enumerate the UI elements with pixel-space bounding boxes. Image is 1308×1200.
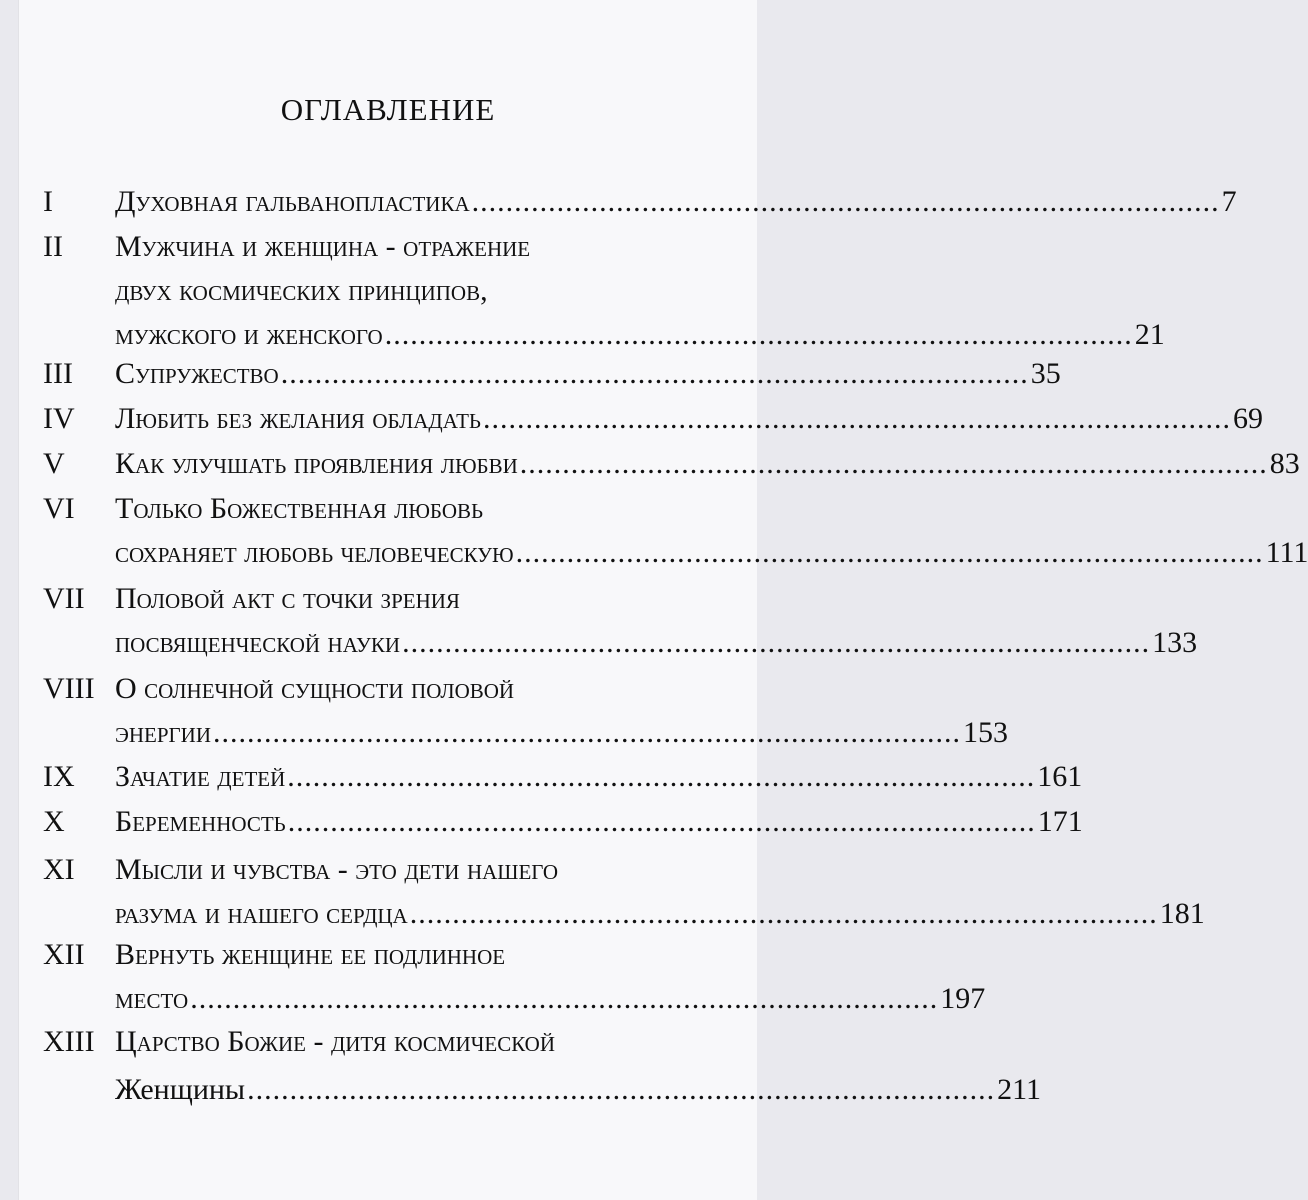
page-number: 211 xyxy=(997,1073,1041,1106)
leader-dots: ........................................................................................ xyxy=(287,760,1036,793)
book-page xyxy=(18,0,1308,1200)
page-number: 111 xyxy=(1265,536,1308,569)
chapter-title-line: Супружество xyxy=(115,357,279,390)
chapter-title-line: двух космических принципов, xyxy=(115,274,488,307)
page-number: 171 xyxy=(1037,805,1083,838)
chapter-title-line: мужского и женского xyxy=(115,318,383,351)
chapter-title-line: Только Божественная любовь xyxy=(115,492,484,525)
page-number: 83 xyxy=(1269,447,1300,480)
leader-dots: ........................................................................................ xyxy=(384,318,1133,351)
page-number: 35 xyxy=(1030,357,1061,390)
chapter-title-line: энергии xyxy=(115,716,212,749)
chapter-title-line: Зачатие детей xyxy=(115,760,286,793)
toc-heading: ОГЛАВЛЕНИЕ xyxy=(280,92,496,127)
chapter-number: I xyxy=(43,185,53,218)
leader-dots: ........................................................................................ xyxy=(471,185,1220,218)
chapter-title-line: Как улучшать проявления любви xyxy=(115,447,518,480)
chapter-title-line: Женщины xyxy=(115,1073,246,1106)
chapter-title-line: О солнечной сущности половой xyxy=(115,672,515,705)
page-number: 133 xyxy=(1152,626,1198,659)
leader-dots: ........................................................................................ xyxy=(190,982,939,1015)
leader-dots: ........................................................................................ xyxy=(280,357,1029,390)
chapter-title-line: Любить без желания обладать xyxy=(115,402,481,435)
chapter-number: V xyxy=(43,447,65,480)
chapter-number: II xyxy=(43,230,63,263)
chapter-title-line: Духовная гальванопластика xyxy=(115,185,470,218)
leader-dots: ........................................................................................ xyxy=(287,805,1036,838)
leader-dots: ........................................................................................ xyxy=(409,897,1158,930)
chapter-number: XIII xyxy=(43,1025,95,1058)
leader-dots: ........................................................................................ xyxy=(247,1073,996,1106)
page-number: 197 xyxy=(940,982,986,1015)
chapter-number: XI xyxy=(43,853,75,886)
chapter-number: X xyxy=(43,805,65,838)
chapter-number: IX xyxy=(43,760,75,793)
chapter-title-line: Мужчина и женщина - отражение xyxy=(115,230,531,263)
chapter-title-line: сохраняет любовь человеческую xyxy=(115,536,514,569)
page-number: 181 xyxy=(1159,897,1205,930)
leader-dots: ........................................................................................ xyxy=(213,716,962,749)
page-number: 153 xyxy=(963,716,1009,749)
chapter-number: III xyxy=(43,357,73,390)
page-number: 161 xyxy=(1037,760,1083,793)
leader-dots: ........................................................................................ xyxy=(482,402,1231,435)
leader-dots: ........................................................................................ xyxy=(402,626,1151,659)
chapter-title-line: Царство Божие - дитя космической xyxy=(115,1025,556,1058)
chapter-title-line: посвященческой науки xyxy=(115,626,401,659)
chapter-number: VIII xyxy=(43,672,95,705)
chapter-number: IV xyxy=(43,402,75,435)
chapter-title-line: разума и нашего сердца xyxy=(115,897,408,930)
chapter-title-line: Половой акт с точки зрения xyxy=(115,582,460,615)
chapter-number: VI xyxy=(43,492,75,525)
leader-dots: ........................................................................................ xyxy=(515,536,1264,569)
chapter-number: XII xyxy=(43,938,85,971)
chapter-title-line: Беременность xyxy=(115,805,286,838)
page-number: 21 xyxy=(1134,318,1165,351)
chapter-number: VII xyxy=(43,582,85,615)
chapter-title-line: Мысли и чувства - это дети нашего xyxy=(115,853,559,886)
page-number: 7 xyxy=(1221,185,1237,218)
chapter-title-line: место xyxy=(115,982,189,1015)
chapter-title-line: Вернуть женщине ее подлинное xyxy=(115,938,506,971)
leader-dots: ........................................................................................ xyxy=(519,447,1268,480)
page-number: 69 xyxy=(1232,402,1263,435)
